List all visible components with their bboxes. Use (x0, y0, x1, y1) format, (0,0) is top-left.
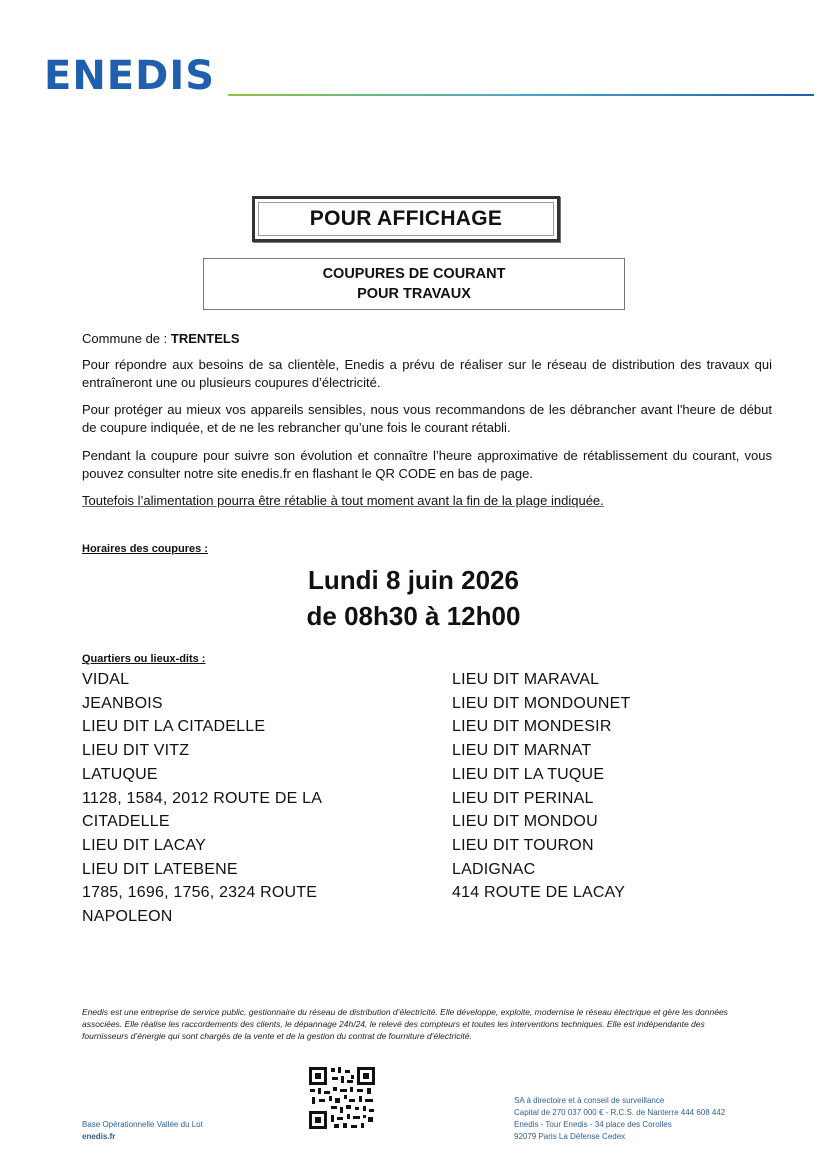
paragraph-2: Pour protéger au mieux vos appareils sensibles, nous vous recommandons de les débrancher avant l'heure de début de coupure indiquée, et de ne les rebrancher qu’une fois le courant rétabli. (82, 402, 772, 435)
qr-code-icon[interactable] (307, 1065, 377, 1131)
list-item: LIEU DIT PERINAL (452, 789, 594, 807)
paragraph-4: Toutefois l’alimentation pourra être rétablie à tout moment avant la fin de la plage indiquée. (82, 493, 604, 508)
paragraph-1: Pour répondre aux besoins de sa clientèle, Enedis a prévu de réaliser sur le réseau de distribution des travaux qui entraîneront une ou plusieurs coupures d’électricité. (82, 357, 772, 390)
header-divider (228, 94, 814, 96)
list-item: LIEU DIT MONDESIR (452, 718, 612, 736)
outage-date: Lundi 8 juin 2026 (308, 565, 519, 595)
horaires-label: Horaires des coupures : (82, 543, 208, 555)
list-item: LIEU DIT LA CITADELLE (82, 718, 266, 736)
logo-text: ENEDIS (44, 53, 216, 99)
footer-legal-line: 92079 Paris La Défense Cedex (514, 1132, 626, 1141)
footer-left (82, 1119, 203, 1143)
pour-affichage-box (252, 196, 560, 242)
notice-subtitle-line1: COUPURES DE COURANT (322, 266, 506, 282)
notice-title: POUR AFFICHAGE (309, 207, 503, 230)
list-item: VIDAL (82, 671, 130, 688)
list-item: LIEU DIT MARNAT (452, 742, 592, 760)
footer-disclaimer: Enedis est une entreprise de service public, gestionnaire du réseau de distribution d’électricité. Elle développe, exploite, modernise le réseau électrique et gère les données associées. Elle réalise les raccordements des clients, le dépannage 24h/24, le relevé des compteurs et toutes les interventions techniques. Elle est indépendante des fournisseurs d’énergie qui sont chargés de la vente et de la gestion du contrat de fourniture d’électricité. (82, 1007, 728, 1041)
list-item: CITADELLE (82, 813, 170, 831)
footer-legal-line: Enedis - Tour Enedis - 34 place des Corolles (514, 1120, 672, 1129)
coupures-box (203, 258, 625, 310)
list-item: LIEU DIT TOURON (452, 836, 594, 854)
list-item: LADIGNAC (452, 860, 536, 878)
list-item: LIEU DIT LACAY (82, 836, 207, 854)
list-item: LIEU DIT MONDOUNET (452, 694, 631, 712)
list-item: LATUQUE (82, 765, 158, 783)
list-item: LIEU DIT MARAVAL (452, 671, 600, 688)
quartiers-label: Quartiers ou lieux-dits : (82, 653, 206, 665)
list-item: 414 ROUTE DE LACAY (452, 884, 626, 902)
outage-time: de 08h30 à 12h00 (306, 601, 521, 631)
list-item: LIEU DIT MONDOU (452, 813, 598, 831)
footer-site-link[interactable]: enedis.fr (82, 1132, 116, 1141)
list-item: JEANBOIS (82, 694, 163, 712)
quartiers-left-column (82, 668, 382, 929)
commune-label: Commune de : (82, 331, 171, 346)
footer-legal-line: Capital de 270 037 000 € - R.C.S. de Nanterre 444 608 442 (514, 1108, 726, 1117)
list-item: LIEU DIT LATEBENE (82, 860, 238, 878)
footer-base-name: Base Opérationnelle Vallée du Lot (82, 1120, 203, 1129)
commune-name: TRENTELS (170, 331, 240, 346)
list-item: NAPOLEON (82, 908, 173, 926)
list-item: 1785, 1696, 1756, 2324 ROUTE (82, 884, 318, 902)
list-item: 1128, 1584, 2012 ROUTE DE LA (82, 789, 323, 807)
notice-subtitle-line2: POUR TRAVAUX (357, 286, 471, 302)
footer-legal (514, 1095, 725, 1143)
commune-line (82, 330, 772, 348)
list-item: LIEU DIT LA TUQUE (452, 765, 605, 783)
list-item: LIEU DIT VITZ (82, 742, 190, 760)
footer-legal-line: SA à directoire et à conseil de surveillance (514, 1096, 665, 1105)
paragraph-3: Pendant la coupure pour suivre son évolution et connaître l’heure approximative de rétablissement du courant, vous pouvez consulter notre site enedis.fr en flashant le QR CODE en bas de page. (82, 448, 772, 481)
enedis-logo (44, 53, 216, 99)
quartiers-right-column (452, 668, 752, 905)
